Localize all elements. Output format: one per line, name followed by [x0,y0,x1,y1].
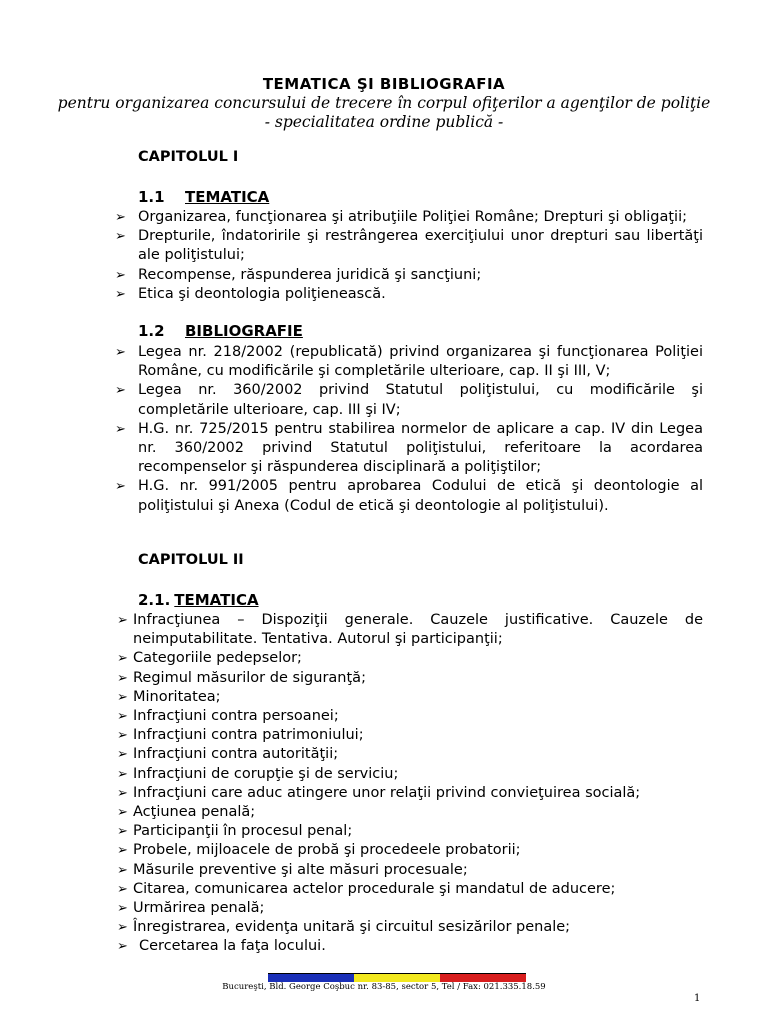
flag-segment-blue [268,974,354,982]
section-1-2-list [113,343,703,516]
chapter-2-heading: CAPITOLUL II [138,552,244,568]
section-title: BIBLIOGRAFIE [185,322,303,340]
flag-segment-yellow [354,974,440,982]
list-item: ➢ Minoritatea; [117,688,703,707]
section-2-1-list [117,611,703,957]
page-number: 1 [694,993,701,1004]
list-item: ➢ Infracţiuni contra patrimoniului; [117,726,703,745]
list-item: ➢ Înregistrarea, evidenţa unitară şi circuitul sesizărilor penale; [117,918,703,937]
list-item: ➢ Infracţiuni de corupţie şi de serviciu; [117,765,703,784]
list-item: ➢ H.G. nr. 725/2015 pentru stabilirea normelor de aplicare a cap. IV din Legea nr. 360/2002 privind Statutul poliţistului, referitoare la acordarea recompenselor şi răspunderea disciplinară a poliţiştilor; [113,420,703,478]
section-2-1-heading [138,591,259,609]
list-item: ➢ Infracţiuni care aduc atingere unor relaţii privind convieţuirea socială; [117,784,703,803]
list-item: ➢ H.G. nr. 991/2005 pentru aprobarea Codului de etică şi deontologie al poliţistului şi Anexa (Codul de etică şi deontologie al poliţistului). [113,477,703,515]
section-title: TEMATICA [174,591,259,609]
list-item: ➢ Citarea, comunicarea actelor procedurale şi mandatul de aducere; [117,880,703,899]
list-item: ➢ Infracţiuni contra autorităţii; [117,745,703,764]
section-number: 1.1 [138,188,165,206]
section-1-1-list [113,208,703,304]
section-number: 1.2 [138,322,165,340]
list-item: ➢ Legea nr. 218/2002 (republicată) privind organizarea şi funcţionarea Poliţiei Române, cu modificările şi completările ulterioare, cap. II şi III, V; [113,343,703,381]
document-subtitle-line2: - specialitatea ordine publică - [264,113,504,131]
section-1-1-heading [138,188,269,206]
list-item: ➢ Infracţiunea – Dispoziţii generale. Cauzele justificative. Cauzele de neimputabilitate. Tentativa. Autorul şi participanţii; [117,611,703,649]
list-item: ➢ Infracţiuni contra persoanei; [117,707,703,726]
list-item: ➢ Organizarea, funcţionarea şi atribuţiile Poliţiei Române; Drepturi şi obligaţii; [113,208,703,227]
document-subtitle-line1: pentru organizarea concursului de trecere în corpul ofiţerilor a agenţilor de poliţie [57,94,711,112]
footer-address: Bucureşti, Bld. George Coşbuc nr. 83-85, sector 5, Tel / Fax: 021.335.18.59 [222,982,546,992]
list-item: ➢ Recompense, răspunderea juridică şi sancţiuni; [113,266,703,285]
footer-flag-bar [268,973,526,982]
list-item: ➢ Acţiunea penală; [117,803,703,822]
list-item: ➢ Etica şi deontologia poliţienească. [113,285,703,304]
list-item: ➢ Măsurile preventive şi alte măsuri procesuale; [117,861,703,880]
list-item: ➢ Legea nr. 360/2002 privind Statutul poliţistului, cu modificările şi completările ulterioare, cap. III şi IV; [113,381,703,419]
list-item: ➢ Drepturile, îndatoririle şi restrângerea exerciţiului unor drepturi sau libertăţi ale poliţistului; [113,227,703,265]
list-item: ➢ Categoriile pedepselor; [117,649,703,668]
flag-segment-red [440,974,526,982]
section-1-2-heading [138,322,303,340]
list-item: ➢ Urmărirea penală; [117,899,703,918]
list-item: ➢ Cercetarea la faţa locului. [117,937,703,956]
document-title: TEMATICA ŞI BIBLIOGRAFIA [262,75,506,93]
chapter-1-heading: CAPITOLUL I [138,149,239,165]
section-title: TEMATICA [185,188,270,206]
list-item: ➢ Regimul măsurilor de siguranţă; [117,669,703,688]
list-item: ➢ Probele, mijloacele de probă şi procedeele probatorii; [117,841,703,860]
list-item: ➢ Participanţii în procesul penal; [117,822,703,841]
section-number: 2.1. [138,591,171,609]
